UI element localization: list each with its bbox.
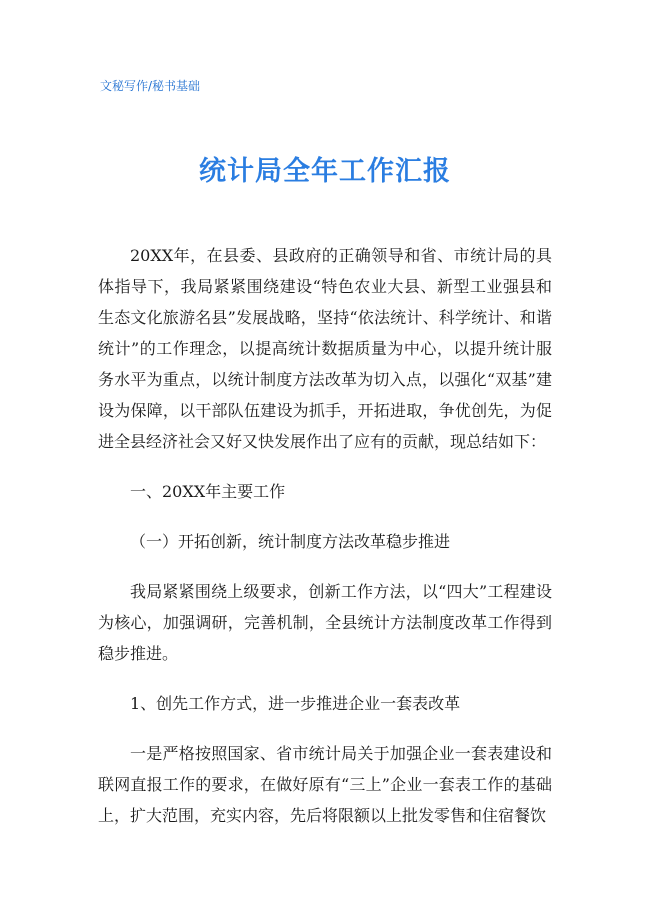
section-heading: 一、20XX年主要工作: [130, 482, 286, 501]
document-title: 统计局全年工作汇报: [199, 156, 451, 187]
body-paragraph: 我局紧紧围绕上级要求，创新工作方法，以“四大”工程建设为核心，加强调研，完善机制，全县统计方法制度改革工作得到稳步推进。: [98, 582, 552, 663]
body-paragraph: 一是严格按照国家、省市统计局关于加强企业一套表建设和联网直报工作的要求，在做好原有“三上”企业一套表工作的基础上，扩大范围，充实内容，先后将限额以上批发零售和住宿餐饮: [98, 744, 552, 825]
intro-paragraph: 20XX年，在县委、县政府的正确领导和省、市统计局的具体指导下，我局紧紧围绕建设“特色农业大县、新型工业强县和生态文化旅游名县”发展战略，坚持“依法统计、科学统计、和谐统计”的工作理念，以提高统计数据质量为中心，以提升统计服务水平为重点，以统计制度方法改革为切入点，以强化“双基”建设为保障，以干部队伍建设为抓手，开拓进取，争优创先，为促进全县经济社会又好又快发展作出了应有的贡献，现总结如下：: [98, 246, 552, 451]
item-heading: 1、创先工作方式，进一步推进企业一套表改革: [130, 694, 461, 713]
breadcrumb[interactable]: 文秘写作/秘书基础: [100, 79, 201, 93]
document-body: [98, 240, 552, 831]
subsection-heading: （一）开拓创新，统计制度方法改革稳步推进: [130, 532, 451, 551]
